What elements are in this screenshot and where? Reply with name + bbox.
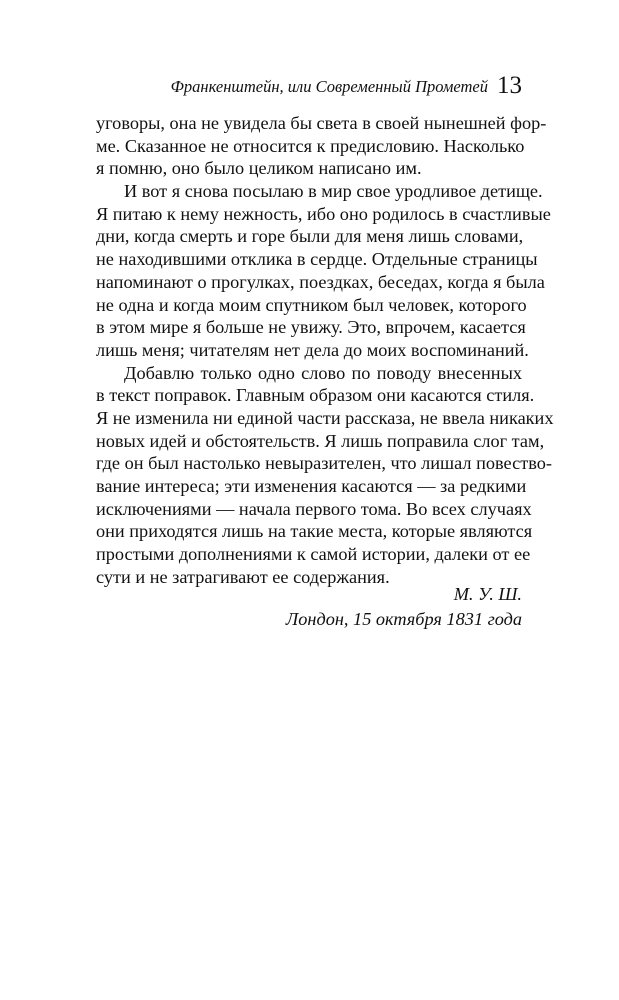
signature-block [96,582,522,632]
text-line: уговоры, она не увидела бы света в своей нынешней фор- [96,113,547,133]
page-number: 13 [497,72,522,99]
text-line: исключениями — начала первого тома. Во всех случаях [96,498,532,519]
text-line: в этом мире я больше не увижу. Это, впрочем, касается [96,317,526,338]
text-line: простыми дополнениями к самой истории, далеки от ее [96,544,531,565]
author-initials: М. У. Ш. [453,584,522,604]
paragraph [96,112,547,180]
text-line: где он был настолько невыразителен, что лишал повество- [96,453,552,474]
text-line: не одна и когда моим спутником был человек, которого [96,294,527,315]
text-line: не находившими отклика в сердце. Отдельные страницы [96,249,538,270]
text-line: новых идей и обстоятельств. Я лишь поправила слог там, [96,430,545,451]
text-line: лишь меня; читателям нет дела до моих воспоминаний. [96,339,529,360]
paragraph [96,362,554,589]
place-date: Лондон, 15 октября 1831 года [285,609,522,629]
paragraph [96,180,551,362]
body-text [96,112,554,588]
text-line: Я питаю к нему нежность, ибо оно родилось в счастливые [96,203,551,224]
text-line: вание интереса; эти изменения касаются — за редкими [96,476,527,496]
text-line: Добавлю только одно слово по поводу внесенных [124,362,522,383]
running-head [96,70,522,102]
text-line: дни, когда смерть и горе были для меня лишь словами, [96,226,524,247]
text-line: сути и не затрагивают ее содержания. [96,566,390,587]
text-line: И вот я снова посылаю в мир свое уродливое детище. [124,181,543,202]
text-line: ме. Сказанное не относится к предисловию. Насколько [96,135,525,156]
running-title: Франкенштейн, или Современный Прометей [170,77,488,96]
text-line: напоминают о прогулках, поездках, беседах, когда я была [96,271,545,292]
text-line: они приходятся лишь на такие места, которые являются [96,521,533,542]
text-line: я помню, оно было целиком написано им. [96,158,422,179]
text-line: Я не изменила ни единой части рассказа, не ввела никаких [96,407,554,428]
text-line: в текст поправок. Главным образом они касаются стиля. [96,385,535,406]
